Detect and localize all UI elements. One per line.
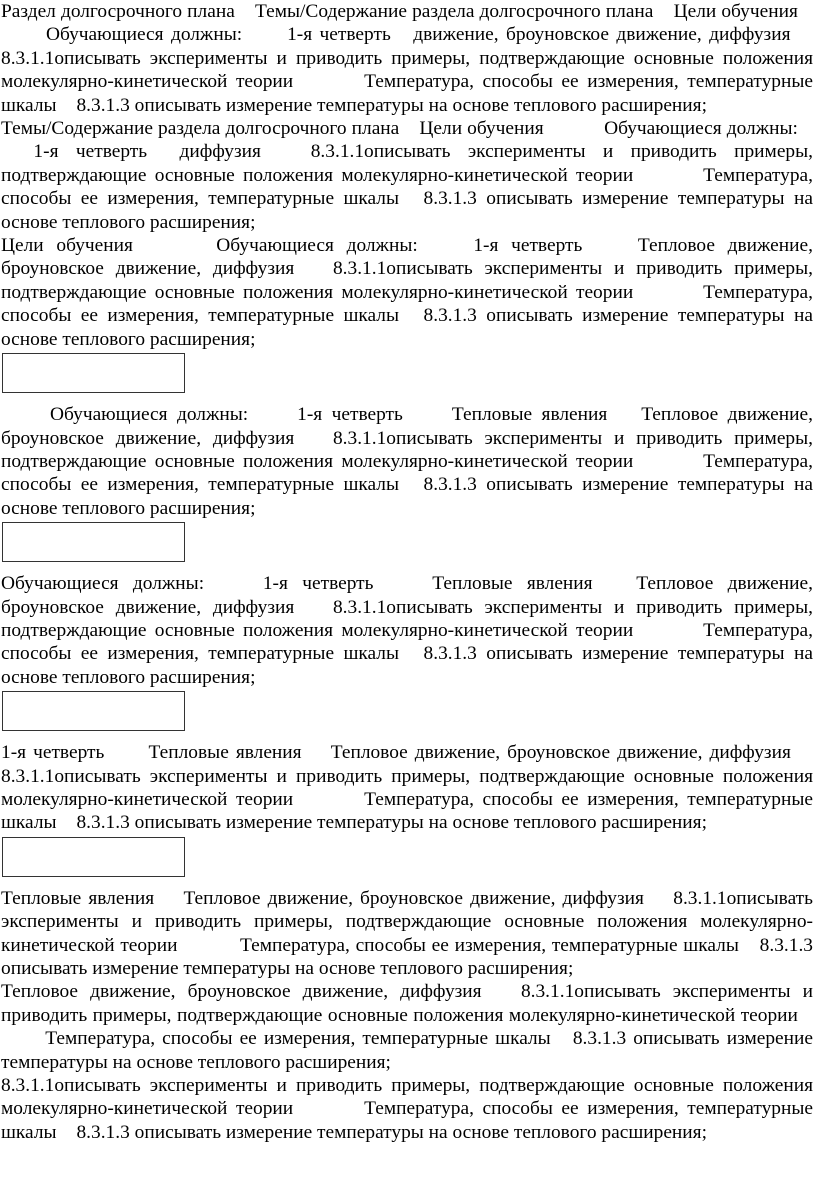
paragraph-5: Обучающиеся должны: 1-я четверть Тепловые явления Тепловое движение, броуновское движение, диффузия 8.3.1.1описывать эксперименты и приводить примеры, подтверждающие основные положения молекулярно-кинетической теории Температура, способы ее измерения, температурные шкалы 8.3.1.3 описывать измерение температуры на основе теплового расширения; bbox=[1, 573, 813, 688]
paragraph-7: Тепловые явления Тепловое движение, броуновское движение, диффузия 8.3.1.1описывать эксперименты и приводить примеры, подтверждающие основные положения молекулярно-кинетической теории Температура, способы ее измерения, температурные шкалы 8.3.1.3 описывать измерение температуры на основе теплового расширения; bbox=[1, 887, 813, 979]
paragraph-1: Раздел долгосрочного плана Темы/Содержание раздела долгосрочного плана Цели обучения Обучающиеся должны: 1-я четверть движение, броуновское движение, диффузия 8.3.1.1описывать эксперименты и приводить примеры, подтверждающие основные положения молекулярно-кинетической теории Температура, способы ее измерения, температурные шкалы 8.3.1.3 описывать измерение температуры на основе теплового расширения; bbox=[1, 1, 813, 116]
paragraph-8: Тепловое движение, броуновское движение, диффузия 8.3.1.1описывать эксперименты и приводить примеры, подтверждающие основные положения молекулярно-кинетической теории Температура, способы ее измерения, температурные шкалы 8.3.1.3 описывать измерение температуры на основе теплового расширения; bbox=[1, 981, 813, 1073]
empty-image-placeholder-1 bbox=[2, 353, 185, 393]
paragraph-6: 1-я четверть Тепловые явления Тепловое движение, броуновское движение, диффузия 8.3.1.1описывать эксперименты и приводить примеры, подтверждающие основные положения молекулярно-кинетической теории Температура, способы ее измерения, температурные шкалы 8.3.1.3 описывать измерение температуры на основе теплового расширения; bbox=[1, 742, 813, 834]
paragraph-4: Обучающиеся должны: 1-я четверть Тепловые явления Тепловое движение, броуновское движение, диффузия 8.3.1.1описывать эксперименты и приводить примеры, подтверждающие основные положения молекулярно-кинетической теории Температура, способы ее измерения, температурные шкалы 8.3.1.3 описывать измерение температуры на основе теплового расширения; bbox=[1, 404, 813, 519]
paragraph-3: Цели обучения Обучающиеся должны: 1-я четверть Тепловое движение, броуновское движение, диффузия 8.3.1.1описывать эксперименты и приводить примеры, подтверждающие основные положения молекулярно-кинетической теории Температура, способы ее измерения, температурные шкалы 8.3.1.3 описывать измерение температуры на основе теплового расширения; bbox=[1, 235, 813, 350]
paragraph-9: 8.3.1.1описывать эксперименты и приводить примеры, подтверждающие основные положения молекулярно-кинетической теории Температура, способы ее измерения, температурные шкалы 8.3.1.3 описывать измерение температуры на основе теплового расширения; bbox=[1, 1075, 813, 1143]
empty-image-placeholder-2 bbox=[2, 522, 185, 562]
paragraph-2: Темы/Содержание раздела долгосрочного плана Цели обучения Обучающиеся должны: 1-я четверть диффузия 8.3.1.1описывать эксперименты и приводить примеры, подтверждающие основные положения молекулярно-кинетической теории Температура, способы ее измерения, температурные шкалы 8.3.1.3 описывать измерение температуры на основе теплового расширения; bbox=[1, 118, 813, 233]
empty-image-placeholder-4 bbox=[2, 837, 185, 877]
empty-image-placeholder-3 bbox=[2, 691, 185, 731]
